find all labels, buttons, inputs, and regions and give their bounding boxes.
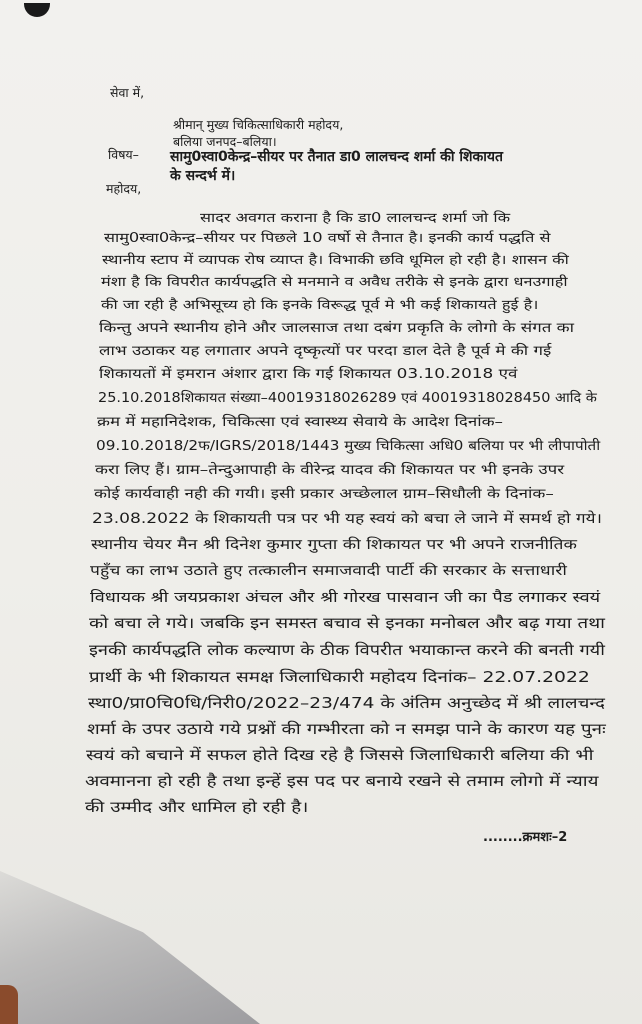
body-line: सादर अवगत कराना है कि डा0 लालचन्द शर्मा जो कि	[200, 211, 511, 226]
body-line: क्रम में महानिदेशक, चिकित्सा एवं स्वास्थ्य सेवाये के आदेश दिनांक–	[97, 414, 503, 430]
body-line: स्था0/प्रा0चि0धि/निरी0/2022–23/474 के अंतिम अनुच्छेद में श्री लालचन्द	[88, 694, 605, 712]
salutation-to: सेवा में,	[110, 85, 145, 100]
subject-line-1: सामु0स्वा0केन्द्र–सीयर पर तैनात डा0 लालचन्द शर्मा की शिकायत	[170, 149, 504, 165]
body-line: को बचा ले गये। जबकि इन समस्त बचाव से इनका मनोबल और बढ़ गया तथा	[89, 614, 605, 632]
hand-shadow	[0, 820, 260, 1024]
body-line: इनकी कार्यपद्धति लोक कल्याण के ठीक विपरीत भयाकान्त करने की बनती गयी	[89, 641, 605, 659]
body-line: करा लिए हैं। ग्राम–तेन्दुआपाही के वीरेन्द्र यादव की शिकायत पर भी इनके उपर	[95, 462, 565, 478]
body-line: प्रार्थी के भी शिकायत समक्ष जिलाधिकारी महोदय दिनांक– 22.07.2022	[89, 668, 590, 686]
addressee-line-2: बलिया जनपद–बलिया।	[173, 134, 277, 149]
thumb	[0, 985, 18, 1024]
body-line: पहुँच का लाभ उठाते हुए तत्कालीन समाजवादी पार्टी की सरकार के सत्ताधारी	[90, 563, 567, 579]
body-line: स्थानीय चेयर मैन श्री दिनेश कुमार गुप्ता की शिकायत पर भी अपने राजनीतिक	[91, 537, 577, 553]
body-line: की जा रही है अभिसूच्य हो कि इनके विरूद्ध पूर्व मे भी कई शिकायते हुई है।	[101, 298, 539, 313]
body-line: 25.10.2018शिकायत संख्या–40019318026289 एवं 40019318028450 आदि के	[98, 390, 597, 406]
body-line: किन्तु अपने स्थानीय होने और जालसाज तथा दबंग प्रकृति के लोगो के संगत का	[99, 320, 575, 336]
subject-line-2: के सन्दर्भ में।	[170, 168, 236, 184]
continuation-mark: ........क्रमशः–2	[483, 830, 568, 845]
body-line: 23.08.2022 के शिकायती पत्र पर भी यह स्वयं को बचा ले जाने में समर्थ हो गये।	[92, 511, 602, 527]
greeting: महोदय,	[106, 181, 142, 196]
body-line: की उम्मीद और धामिल हो रही है।	[85, 798, 309, 816]
body-line: 09.10.2018/2फ/IGRS/2018/1443 मुख्य चिकित्सा अधि0 बलिया पर भी लीपापोती	[96, 438, 601, 454]
addressee-line-1: श्रीमान् मुख्य चिकित्साधिकारी महोदय,	[173, 117, 344, 132]
body-line: सामु0स्वा0केन्द्र–सीयर पर पिछले 10 वर्षो से तैनात है। इनकी कार्य पद्धति से	[104, 231, 551, 246]
body-line: शर्मा के उपर उठाये गये प्रश्नों की गम्भीरता को न समझ पाने के कारण यह पुनः	[87, 720, 606, 738]
body-line: शिकायतों में इमरान अंशार द्वारा कि गई शिकायत 03.10.2018 एवं	[99, 366, 518, 382]
body-line: विधायक श्री जयप्रकाश अंचल और श्री गोरख पासवान जी का पैड लगाकर स्वयं	[90, 590, 601, 606]
body-line: स्थानीय स्टाप में व्यापक रोष व्याप्त है। विभाकी छवि धूमिल हो रही है। शासन की	[102, 253, 569, 268]
body-line: लाभ उठाकर यह लगातार अपने दृष्कृत्यों पर परदा डाल देते है पूर्व मे की गई	[99, 343, 552, 359]
body-line: स्वयं को बचाने में सफल होते दिख रहे है जिससे जिलाधिकारी बलिया की भी	[86, 746, 594, 764]
punch-hole	[24, 3, 50, 17]
body-line: मंशा है कि विपरीत कार्यपद्धति से मनमाने व अवैध तरीके से इनके द्वारा धनउगाही	[101, 275, 568, 290]
body-line: कोई कार्यवाही नही की गयी। इसी प्रकार अच्छेलाल ग्राम–सिधौली के दिनांक–	[94, 486, 554, 502]
body-line: अवमानना हो रही है तथा इन्हें इस पद पर बनाये रखने से तमाम लोगो में न्याय	[85, 772, 599, 790]
subject-label: विषय–	[108, 147, 139, 162]
